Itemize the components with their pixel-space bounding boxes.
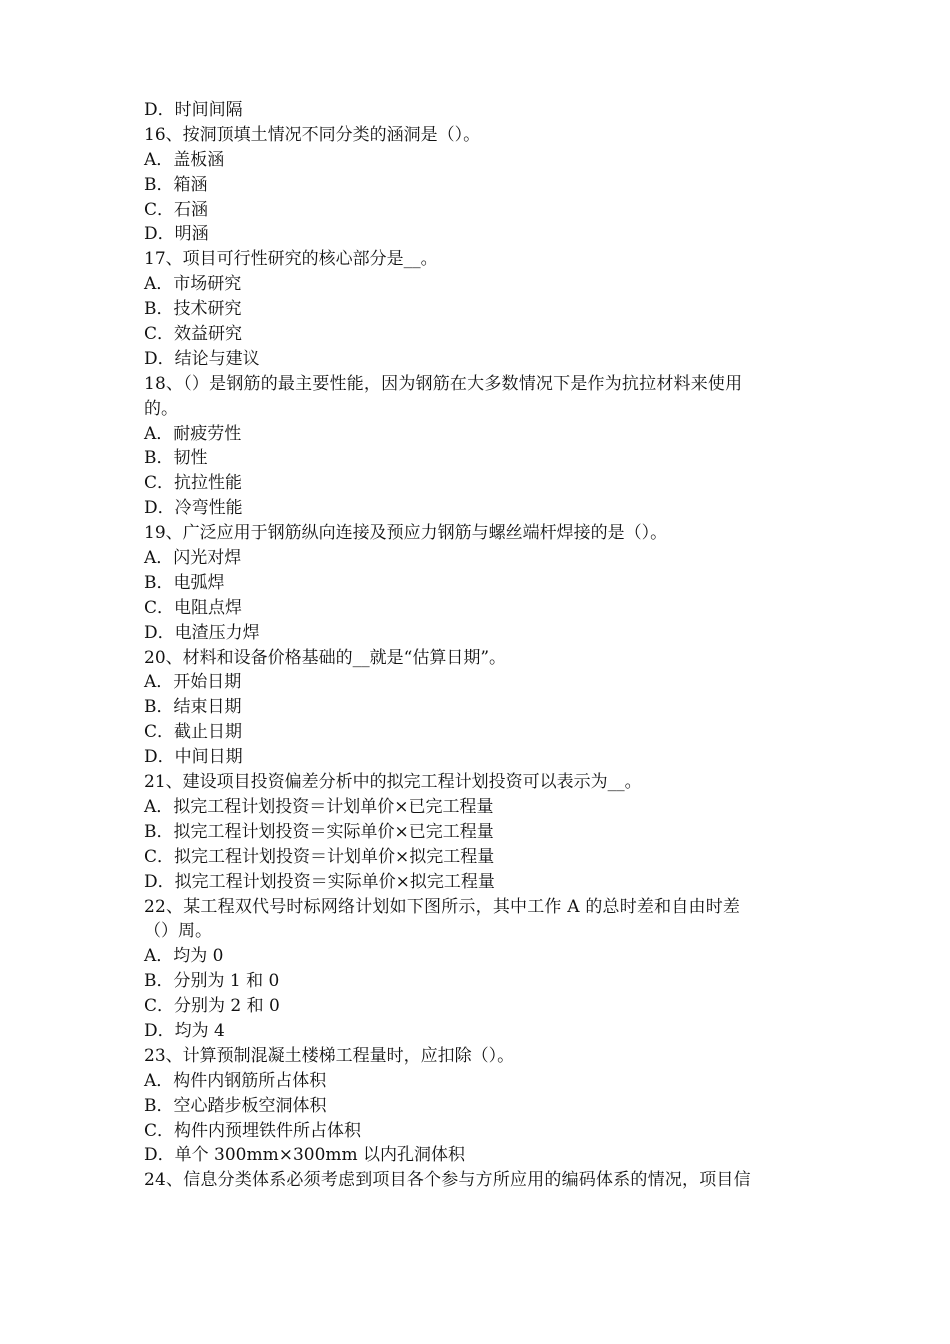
option-b: B．技术研究 bbox=[144, 299, 242, 320]
option-b: B．箱涵 bbox=[144, 174, 208, 195]
option-a: A．均为 0 bbox=[144, 946, 224, 967]
option-b: B．结束日期 bbox=[144, 697, 242, 718]
question-20: 20、材料和设备价格基础的__就是“估算日期”。 bbox=[144, 647, 507, 668]
option-a: A．闪光对焊 bbox=[144, 548, 242, 569]
option-d: D．结论与建议 bbox=[144, 348, 260, 369]
option-d: D．明涵 bbox=[144, 224, 209, 245]
option-c: C．电阻点焊 bbox=[144, 597, 243, 618]
option-d: D．中间日期 bbox=[144, 747, 243, 768]
option-d: D．均为 4 bbox=[144, 1020, 225, 1041]
option-a: A．耐疲劳性 bbox=[144, 423, 242, 444]
question-18: 18、（）是钢筋的最主要性能，因为钢筋在大多数情况下是作为抗拉材料来使用 bbox=[144, 373, 743, 394]
option-c: C．截止日期 bbox=[144, 722, 243, 743]
question-21: 21、建设项目投资偏差分析中的拟完工程计划投资可以表示为__。 bbox=[144, 772, 642, 793]
option-c: C．分别为 2 和 0 bbox=[144, 996, 280, 1017]
option-b: B．分别为 1 和 0 bbox=[144, 971, 280, 992]
question-22: 22、某工程双代号时标网络计划如下图所示，其中工作 A 的总时差和自由时差 bbox=[144, 896, 741, 917]
option-a: A．拟完工程计划投资＝计划单价×已完工程量 bbox=[144, 796, 494, 817]
option-c: C．构件内预埋铁件所占体积 bbox=[144, 1120, 362, 1141]
option-c: C．效益研究 bbox=[144, 324, 243, 345]
option-c: C．石涵 bbox=[144, 199, 209, 220]
question-22-continued: （）周。 bbox=[144, 921, 212, 942]
option-c: C．抗拉性能 bbox=[144, 473, 243, 494]
option-b: B．拟完工程计划投资＝实际单价×已完工程量 bbox=[144, 821, 494, 842]
document-body bbox=[144, 98, 810, 1193]
option-b: B．空心踏步板空洞体积 bbox=[144, 1095, 327, 1116]
question-19: 19、广泛应用于钢筋纵向连接及预应力钢筋与螺丝端杆焊接的是（）。 bbox=[144, 523, 668, 544]
text-line: D．时间间隔 bbox=[144, 100, 243, 120]
option-d: D．冷弯性能 bbox=[144, 498, 243, 519]
option-a: A．开始日期 bbox=[144, 672, 242, 693]
question-23: 23、计算预制混凝土楼梯工程量时，应扣除（）。 bbox=[144, 1045, 515, 1066]
option-b: B．韧性 bbox=[144, 448, 208, 469]
option-d: D．电渣压力焊 bbox=[144, 622, 260, 643]
option-b: B．电弧焊 bbox=[144, 572, 225, 593]
question-17: 17、项目可行性研究的核心部分是__。 bbox=[144, 249, 438, 270]
option-d: D．单个 300mm×300mm 以内孔洞体积 bbox=[144, 1145, 466, 1166]
option-d: D．拟完工程计划投资＝实际单价×拟完工程量 bbox=[144, 871, 495, 892]
question-24: 24、信息分类体系必须考虑到项目各个参与方所应用的编码体系的情况，项目信 bbox=[144, 1170, 751, 1191]
option-a: A．盖板涵 bbox=[144, 149, 225, 170]
question-16: 16、按洞顶填土情况不同分类的涵洞是（）。 bbox=[144, 124, 481, 145]
option-c: C．拟完工程计划投资＝计划单价×拟完工程量 bbox=[144, 846, 495, 867]
option-a: A．市场研究 bbox=[144, 274, 242, 295]
option-a: A．构件内钢筋所占体积 bbox=[144, 1070, 327, 1091]
question-18-continued: 的。 bbox=[144, 398, 178, 419]
